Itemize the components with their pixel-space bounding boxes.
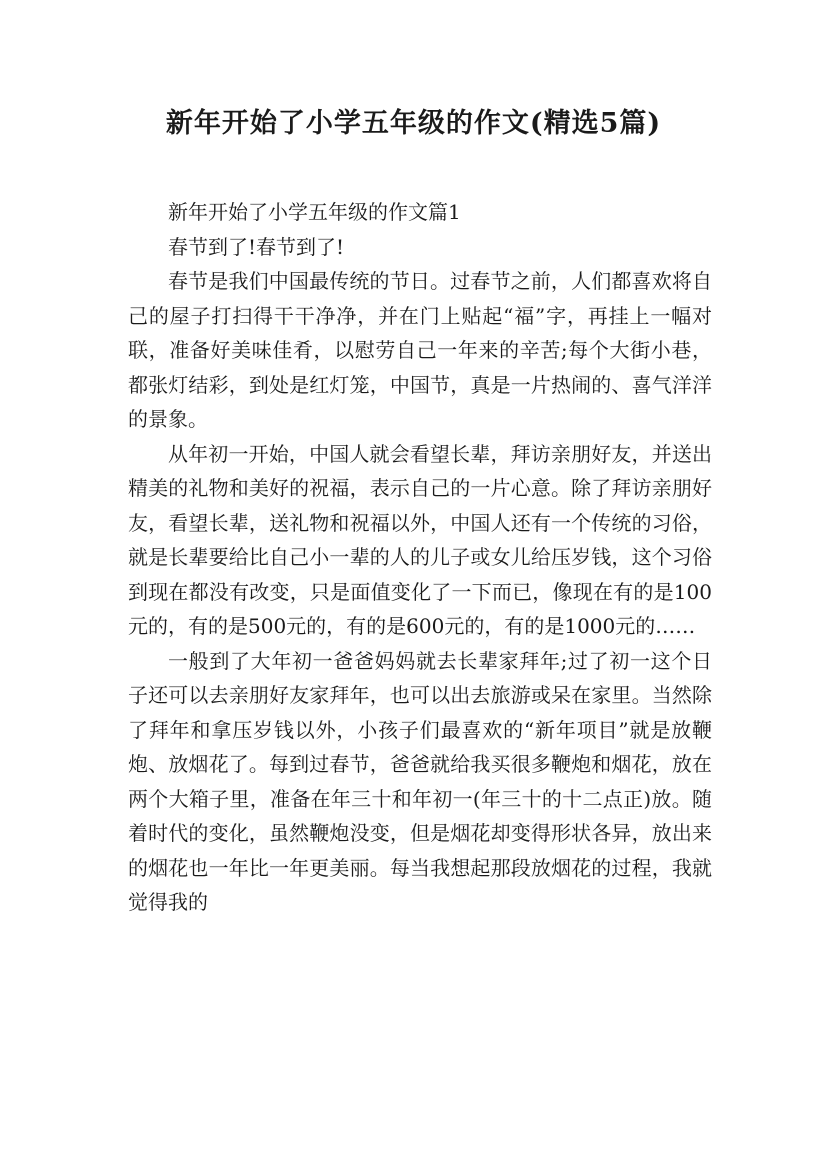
document-title: 新年开始了小学五年级的作文(精选5篇): [165, 108, 662, 139]
document-body: [128, 195, 712, 920]
paragraph: 一般到了大年初一爸爸妈妈就去长辈家拜年;过了初一这个日子还可以去亲朋好友家拜年，也可以出去旅游或呆在家里。当然除了拜年和拿压岁钱以外，小孩子们最喜欢的“新年项目”就是放鞭炮、放烟花了。每到过春节，爸爸就给我买很多鞭炮和烟花，放在两个大箱子里，准备在年三十和年初一(年三十的十二点正)放。随着时代的变化，虽然鞭炮没变，但是烟花却变得形状各异，放出来的烟花也一年比一年更美丽。每当我想起那段放烟花的过程，我就觉得我的: [128, 648, 712, 914]
paragraph: 春节是我们中国最传统的节日。过春节之前，人们都喜欢将自己的屋子打扫得干干净净，并在门上贴起“福”字，再挂上一幅对联，准备好美味佳肴，以慰劳自己一年来的辛苦;每个大街小巷，都张灯结彩，到处是红灯笼，中国节，真是一片热闹的、喜气洋洋的景象。: [128, 269, 712, 431]
section-heading: 新年开始了小学五年级的作文篇1: [168, 200, 461, 224]
paragraph: 从年初一开始，中国人就会看望长辈，拜访亲朋好友，并送出精美的礼物和美好的祝福，表示自己的一片心意。除了拜访亲朋好友，看望长辈，送礼物和祝福以外，中国人还有一个传统的习俗，就是长辈要给比自己小一辈的人的儿子或女儿给压岁钱，这个习俗到现在都没有改变，只是面值变化了一下而已，像现在有的是100元的，有的是500元的，有的是600元的，有的是1000元的……: [128, 441, 712, 638]
paragraph: 春节到了!春节到了!: [168, 234, 345, 259]
